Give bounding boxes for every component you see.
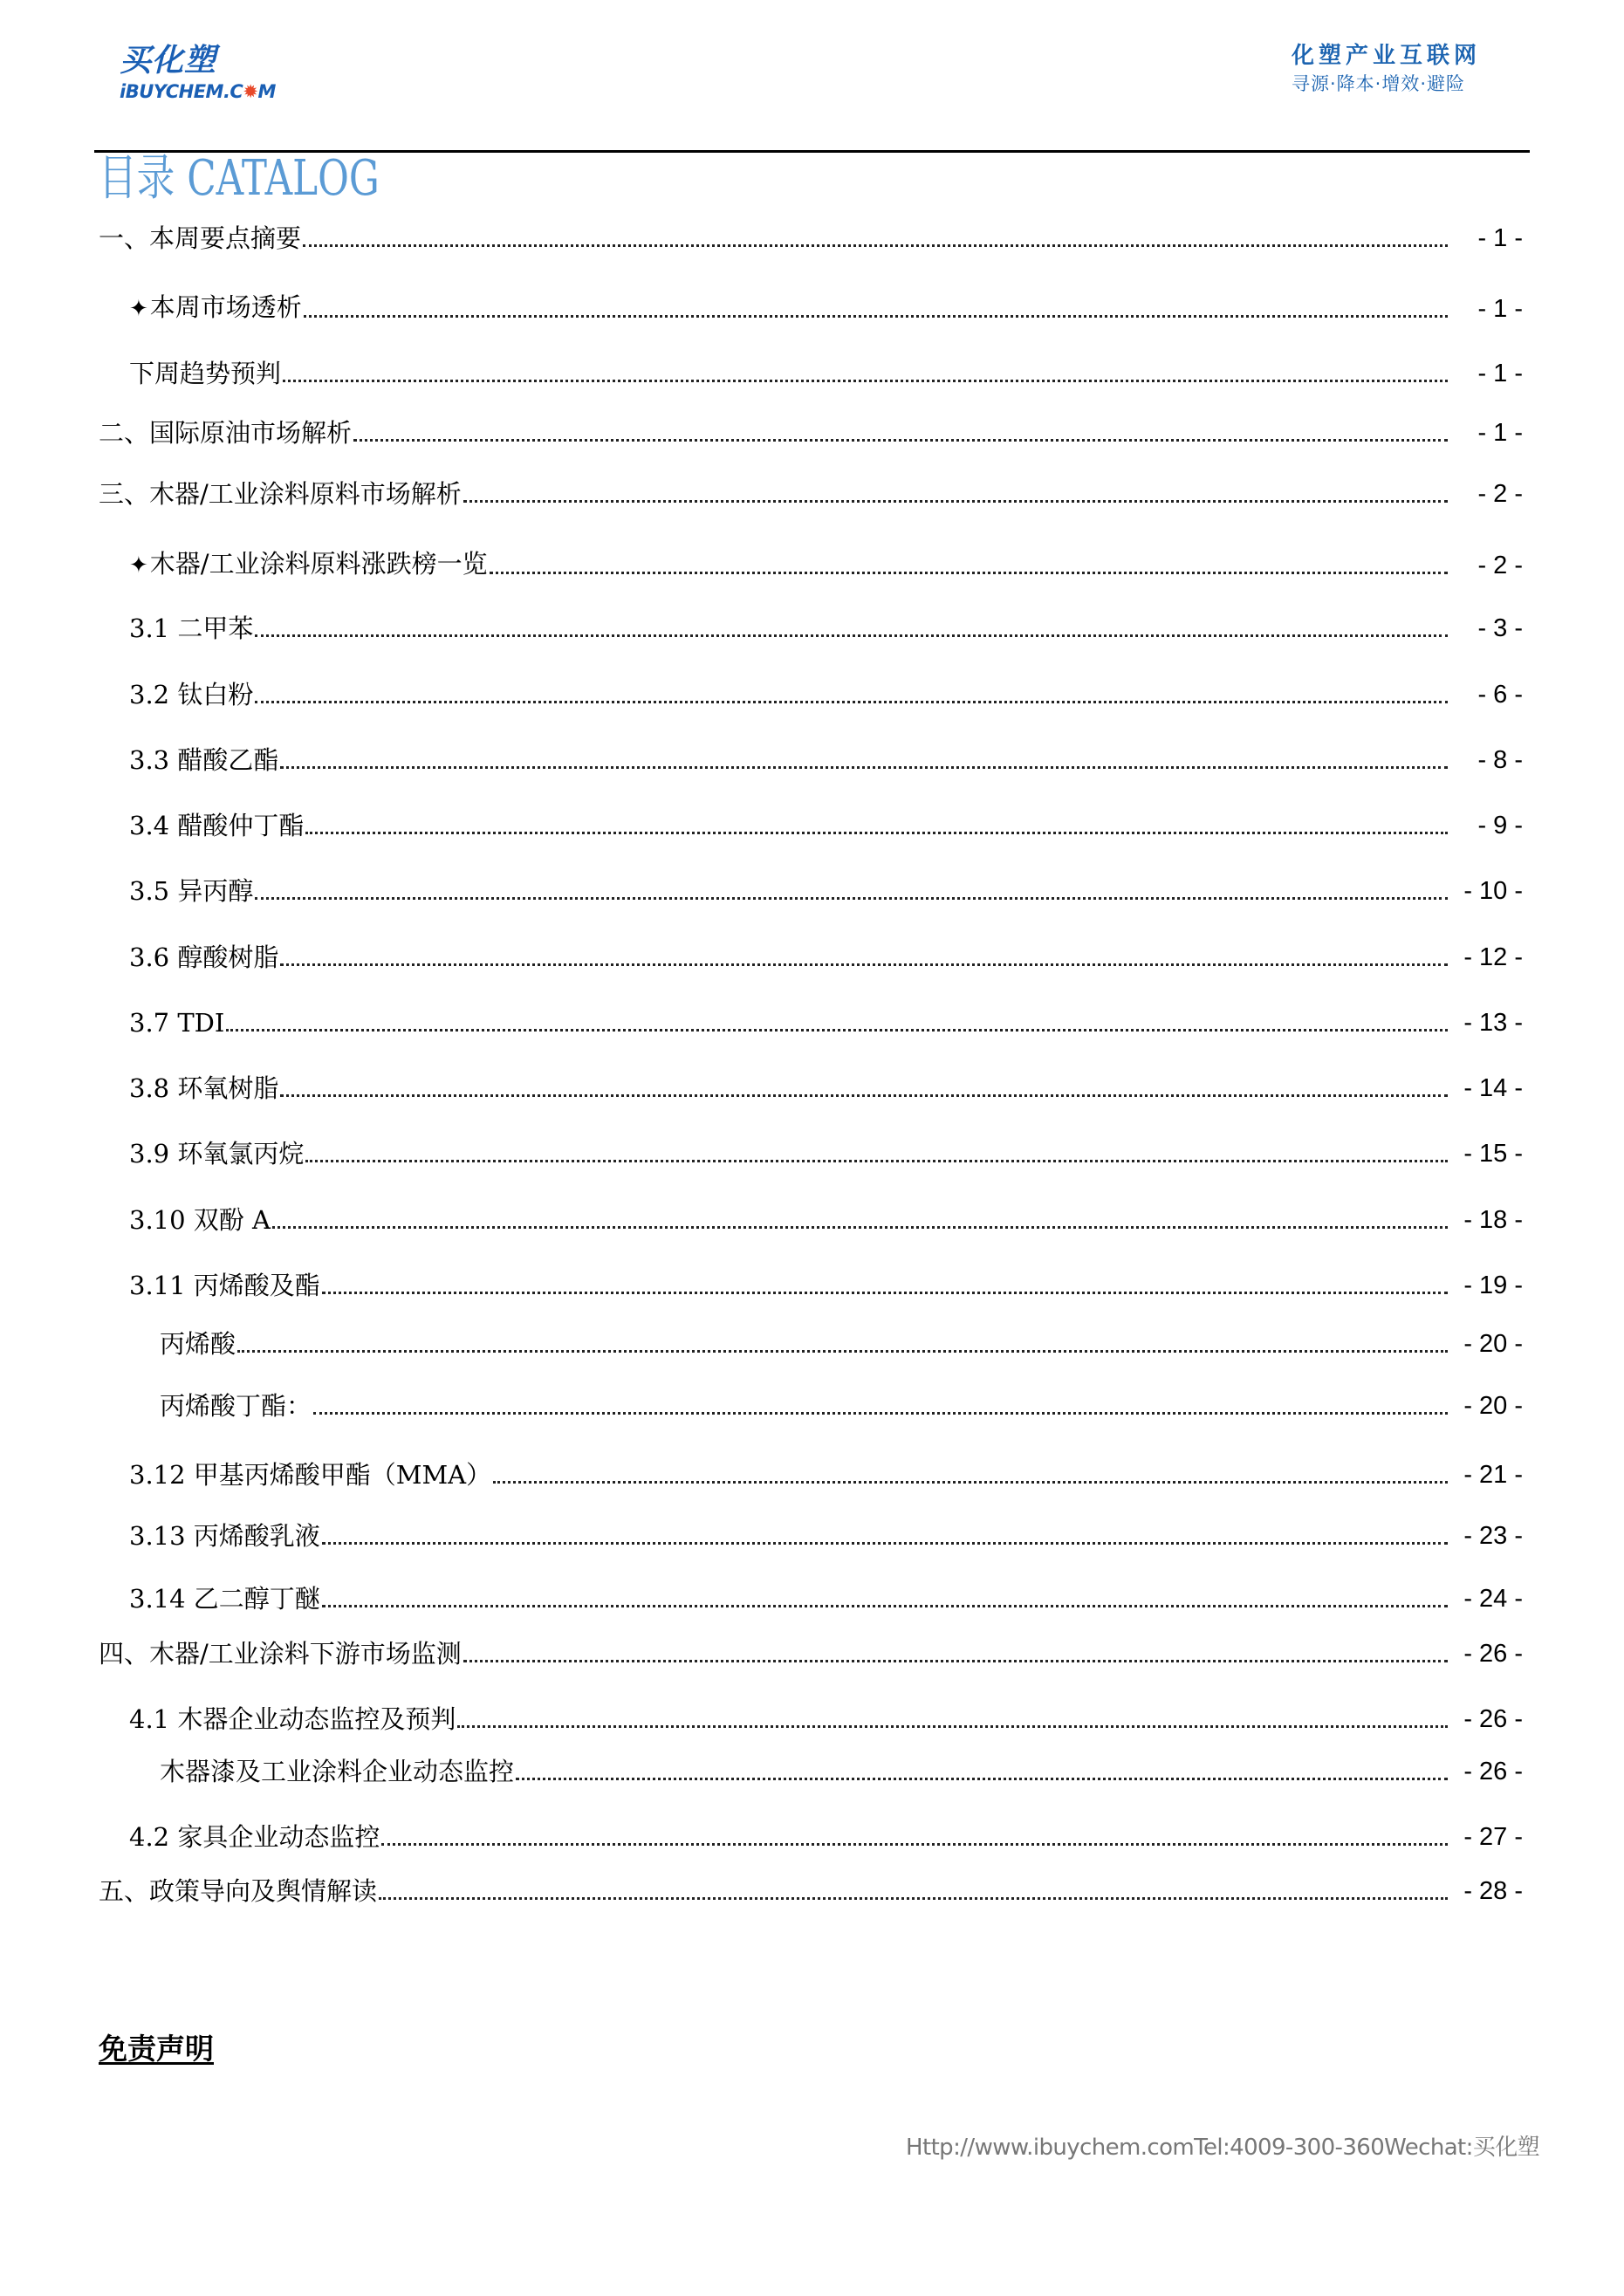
toc-entry-label [129, 290, 304, 326]
toc-entry-label [129, 1005, 226, 1040]
toc-entry[interactable] [129, 874, 1523, 908]
toc-entry-label [99, 476, 463, 511]
dot-leader [463, 500, 1448, 503]
toc-entry[interactable] [129, 940, 1523, 975]
toc-page-number: - 28 - [1463, 1877, 1523, 1905]
toc-entry-label [129, 611, 255, 646]
toc-entry-text: 一、本周要点摘要 [99, 223, 302, 253]
toc-entry-label [160, 1754, 516, 1789]
toc-entry[interactable] [129, 548, 1523, 583]
toc-entry-label [129, 874, 255, 908]
toc-entry-text: 3.1 二甲苯 [129, 613, 254, 643]
toc-entry-label [99, 1874, 379, 1909]
toc-entry-label [129, 1136, 305, 1171]
toc-entry-text: 3.10 双酚 A [129, 1205, 271, 1235]
dot-leader [280, 963, 1448, 966]
toc-entry-text: 4.2 家具企业动态监控 [129, 1822, 380, 1852]
slogan-main: 化塑产业互联网 [1292, 43, 1482, 69]
toc-entry[interactable] [129, 1203, 1523, 1237]
toc-entry[interactable] [129, 1457, 1523, 1492]
toc-entry[interactable] [129, 1071, 1523, 1106]
toc-entry[interactable] [129, 1268, 1523, 1303]
toc-page-number: - 26 - [1463, 1640, 1523, 1668]
dot-leader [379, 1897, 1448, 1900]
toc-entry-label [129, 1071, 280, 1106]
toc-entry[interactable] [129, 356, 1523, 391]
toc-entry-text: 五、政策导向及舆情解读 [99, 1876, 378, 1906]
toc-entry-label [129, 1203, 272, 1237]
toc-page-number: - 26 - [1463, 1705, 1523, 1733]
toc-entry-label [129, 546, 490, 583]
dot-leader [280, 766, 1448, 769]
dot-leader [493, 1481, 1448, 1484]
toc-page-number: - 26 - [1463, 1758, 1523, 1785]
toc-entry[interactable] [160, 1326, 1523, 1361]
toc-page-number: - 18 - [1463, 1206, 1523, 1234]
toc-entry-label [129, 1702, 457, 1737]
toc-entry[interactable] [99, 415, 1523, 450]
logo-english-text [120, 81, 276, 102]
toc-entry-label [129, 743, 280, 778]
toc-page-number: - 3 - [1477, 614, 1523, 642]
toc-entry[interactable] [160, 1388, 1523, 1423]
dot-leader [490, 572, 1448, 574]
ibuychem-logo [120, 44, 307, 103]
toc-page-number: - 21 - [1463, 1461, 1523, 1489]
dot-leader [305, 1160, 1448, 1162]
toc-page-number: - 15 - [1463, 1140, 1523, 1168]
toc-entry[interactable] [99, 476, 1523, 511]
toc-entry[interactable] [129, 1005, 1523, 1040]
diamond-bullet-icon: ✦ [129, 552, 148, 579]
slogan-sub: 寻源·降本·增效·避险 [1292, 73, 1466, 94]
toc-entry-text: 3.2 钛白粉 [129, 680, 254, 709]
toc-page-number: - 10 - [1463, 877, 1523, 905]
dot-leader [305, 832, 1448, 834]
dot-leader [283, 380, 1448, 382]
toc-entry-text: 二、国际原油市场解析 [99, 418, 353, 448]
header-slogan [1292, 42, 1518, 96]
toc-entry-label [99, 221, 303, 256]
dot-leader [322, 1292, 1448, 1294]
toc-entry-text: 3.4 醋酸仲丁酯 [129, 811, 305, 840]
toc-page-number: - 2 - [1477, 480, 1523, 508]
dot-leader [457, 1725, 1448, 1728]
toc-entry-text: 木器/工业涂料原料涨跌榜一览 [149, 549, 488, 579]
toc-entry[interactable] [129, 1702, 1523, 1737]
dot-leader [353, 439, 1448, 442]
toc-entry-text: 3.6 醇酸树脂 [129, 942, 279, 972]
toc-entry[interactable] [99, 221, 1523, 256]
toc-page-number: - 24 - [1463, 1585, 1523, 1613]
footer-contact: Http://www.ibuychem.comTel:4009-300-360Wechat:买化塑 [906, 2135, 1539, 2161]
toc-entry[interactable] [129, 1136, 1523, 1171]
toc-page-number: - 1 - [1477, 295, 1523, 323]
toc-entry-label [129, 1518, 322, 1553]
toc-page-number: - 27 - [1463, 1823, 1523, 1851]
toc-entry-label [160, 1326, 237, 1361]
logo-chinese-text: 买化塑 [120, 43, 217, 79]
gear-icon: ✹ [243, 81, 258, 102]
toc-entry-text: 四、木器/工业涂料下游市场监测 [99, 1639, 462, 1669]
dot-leader [255, 701, 1448, 703]
toc-entry-label [129, 1820, 381, 1854]
catalog-title: 目录 CATALOG [99, 150, 380, 207]
toc-page-number: - 6 - [1477, 681, 1523, 709]
toc-entry-text: 本周市场透析 [149, 292, 302, 322]
toc-entry-label [129, 1457, 493, 1492]
toc-page-number: - 14 - [1463, 1074, 1523, 1102]
toc-entry[interactable] [129, 808, 1523, 843]
toc-entry[interactable] [99, 1874, 1523, 1909]
toc-entry-text: 3.7 TDI [129, 1008, 225, 1038]
toc-page-number: - 19 - [1463, 1271, 1523, 1299]
toc-entry-text: 3.12 甲基丙烯酸甲酯（MMA） [129, 1460, 492, 1490]
toc-entry[interactable] [129, 743, 1523, 778]
dot-leader [304, 315, 1448, 318]
dot-leader [272, 1226, 1448, 1229]
dot-leader [463, 1660, 1448, 1662]
toc-entry-label [129, 1581, 322, 1616]
dot-leader [237, 1350, 1448, 1353]
toc-entry-label [160, 1388, 313, 1423]
toc-page-number: - 23 - [1463, 1522, 1523, 1550]
dot-leader [322, 1542, 1448, 1545]
toc-entry-label [99, 1636, 463, 1671]
toc-page-number: - 8 - [1477, 746, 1523, 774]
toc-entry[interactable] [160, 1754, 1523, 1789]
toc-entry-text: 4.1 木器企业动态监控及预判 [129, 1704, 456, 1734]
dot-leader [303, 244, 1448, 247]
logo-en-suffix: M [257, 81, 276, 102]
toc-entry[interactable] [99, 1636, 1523, 1671]
toc-page-number: - 12 - [1463, 943, 1523, 971]
toc-entry-text: 3.8 环氧树脂 [129, 1073, 279, 1103]
toc-entry-text: 下周趋势预判 [129, 359, 282, 388]
disclaimer-heading[interactable]: 免责声明 [99, 2032, 214, 2066]
logo-en-prefix: iBUYCHEM.C [120, 81, 243, 102]
toc-entry[interactable] [129, 291, 1523, 326]
dot-leader [255, 634, 1448, 637]
toc-entry-label [129, 808, 305, 843]
toc-entry-text: 3.9 环氧氯丙烷 [129, 1139, 305, 1169]
toc-entry-text: 3.13 丙烯酸乳液 [129, 1521, 320, 1551]
toc-entry-text: 3.3 醋酸乙酯 [129, 745, 279, 775]
dot-leader [381, 1843, 1448, 1846]
dot-leader [516, 1778, 1448, 1780]
toc-page-number: - 1 - [1477, 224, 1523, 252]
dot-leader [255, 897, 1448, 900]
toc-entry[interactable] [129, 611, 1523, 646]
diamond-bullet-icon: ✦ [129, 296, 148, 322]
toc-entry[interactable] [129, 677, 1523, 712]
toc-entry-label [129, 677, 255, 712]
toc-entry-text: 三、木器/工业涂料原料市场解析 [99, 479, 462, 509]
dot-leader [313, 1412, 1448, 1415]
toc-page-number: - 20 - [1463, 1392, 1523, 1420]
toc-page-number: - 20 - [1463, 1330, 1523, 1358]
dot-leader [280, 1094, 1448, 1097]
toc-page-number: - 1 - [1477, 360, 1523, 387]
toc-entry-text: 丙烯酸 [160, 1329, 236, 1359]
toc-page-number: - 1 - [1477, 419, 1523, 447]
toc-entry-text: 木器漆及工业涂料企业动态监控 [160, 1757, 515, 1786]
toc-entry-text: 3.14 乙二醇丁醚 [129, 1584, 320, 1614]
toc-entry[interactable] [129, 1518, 1523, 1553]
toc-entry-text: 3.5 异丙醇 [129, 876, 254, 906]
toc-entry-text: 3.11 丙烯酸及酯 [129, 1271, 320, 1300]
toc-entry-label [129, 940, 280, 975]
toc-page-number: - 13 - [1463, 1009, 1523, 1037]
toc-page-number: - 9 - [1477, 812, 1523, 840]
toc-entry-label [99, 415, 353, 450]
dot-leader [226, 1029, 1448, 1031]
toc-page-number: - 2 - [1477, 552, 1523, 579]
toc-entry[interactable] [129, 1820, 1523, 1854]
toc-entry-label [129, 1268, 322, 1303]
toc-entry[interactable] [129, 1581, 1523, 1616]
toc-entry-text: 丙烯酸丁酯： [160, 1391, 312, 1421]
dot-leader [322, 1605, 1448, 1607]
toc-entry-label [129, 356, 283, 391]
